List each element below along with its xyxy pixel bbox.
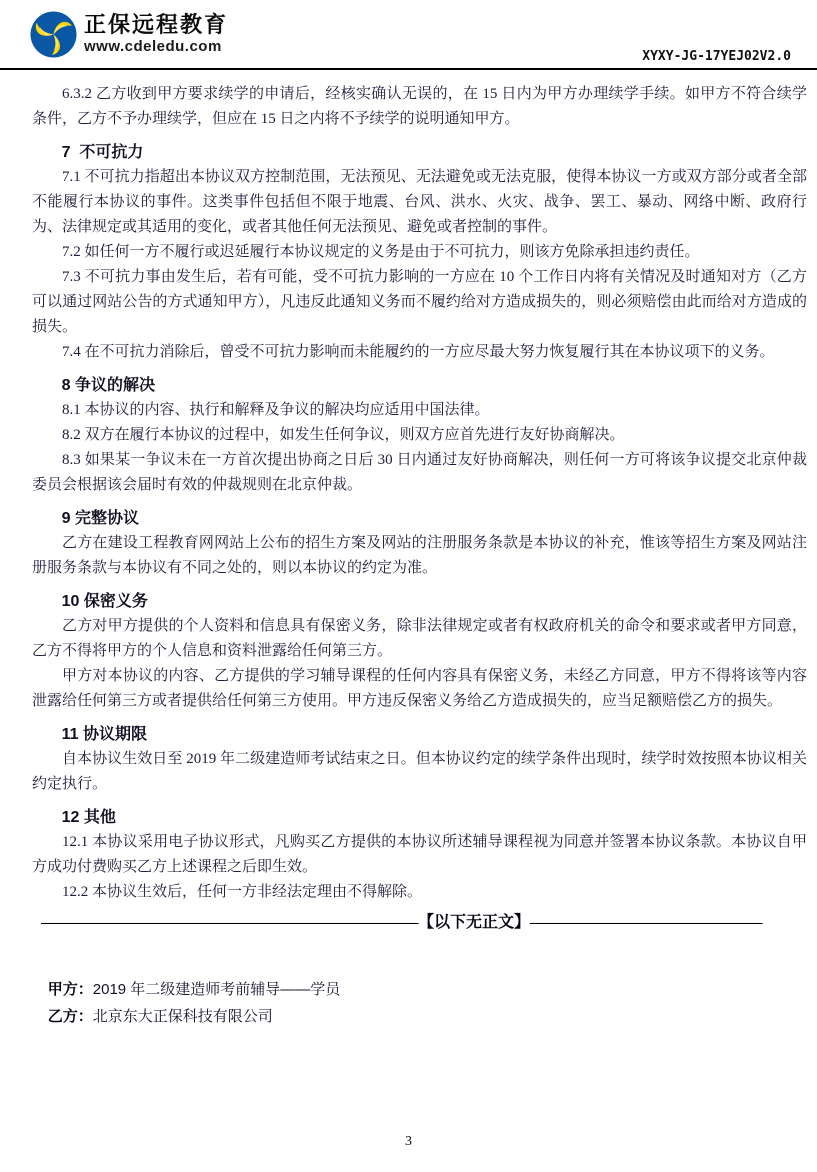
document-code: XYXY-JG-17YEJ02V2.0 [642,49,791,64]
section-10-heading: 10 保密义务 [61,593,148,610]
letterhead [0,0,817,70]
clause-6-3-2: 6.3.2 乙方收到甲方要求续学的申请后，经核实确认无误的，在 15 日内为甲方办理续学手续。如甲方不符合续学条件，乙方不予办理续学，但应在 15 日之内将不予续学的说明通知甲方。 [32,86,807,127]
party-a-line [48,976,807,1003]
contract-body [0,70,817,1030]
party-b-line [48,1003,807,1030]
signature-block [32,976,807,1030]
brand-url: www.cdeledu.com [84,38,222,55]
party-a-value: 2019 年二级建造师考前辅导——学员 [92,981,341,998]
clause-7-2: 7.2 如任何一方不履行或迟延履行本协议规定的义务是由于不可抗力，则该方免除承担违约责任。 [62,244,700,260]
separator-dashes-left: —————————————————————————— [41,915,418,931]
clause-10-body-2: 甲方对本协议的内容、乙方提供的学习辅导课程的任何内容具有保密义务，未经乙方同意，甲方不得将该等内容泄露给任何第三方或者提供给任何第三方使用。甲方违反保密义务给乙方造成损失的，应当足额赔偿乙方的损失。 [32,668,807,709]
clause-8-1: 8.1 本协议的内容、执行和解释及争议的解决均应适用中国法律。 [62,402,490,418]
clause-9-body: 乙方在建设工程教育网网站上公布的招生方案及网站的注册服务条款是本协议的补充，惟该等招生方案及网站注册服务条款与本协议有不同之处的，则以本协议的约定为准。 [32,535,807,576]
brand-block [84,12,228,56]
section-8-heading: 8 争议的解决 [61,377,155,394]
clause-12-2: 12.2 本协议生效后，任何一方非经法定理由不得解除。 [62,884,423,900]
section-11-heading: 11 协议期限 [61,726,147,743]
clause-8-3: 8.3 如果某一争议未在一方首次提出协商之日后 30 日内通过友好协商解决，则任何一方可将该争议提交北京仲裁委员会根据该会届时有效的仲裁规则在北京仲裁。 [32,452,807,493]
section-9-heading: 9 完整协议 [61,510,139,527]
clause-7-4: 7.4 在不可抗力消除后，曾受不可抗力影响而未能履约的一方应尽最大努力恢复履行其在本协议项下的义务。 [62,344,775,360]
clause-12-1: 12.1 本协议采用电子协议形式，凡购买乙方提供的本协议所述辅导课程视为同意并签署本协议条款。本协议自甲方成功付费购买乙方上述课程之后即生效。 [32,834,807,875]
clause-11-body: 自本协议生效日至 2019 年二级建造师考试结束之日。但本协议约定的续学条件出现时，续学时效按照本协议相关约定执行。 [32,751,807,792]
brand-name: 正保远程教育 [84,12,229,37]
clause-7-1: 7.1 不可抗力指超出本协议双方控制范围，无法预见、无法避免或无法克服，使得本协议一方或双方部分或者全部不能履行本协议的事件。这类事件包括但不限于地震、台风、洪水、火灾、战争、罢工、暴动、网络中断、政府行为、法律规定或其适用的变化，或者其他任何无法预见、避免或者控制的事件。 [32,169,807,235]
party-b-label: 乙方： [47,1008,93,1025]
end-of-text-separator [32,910,807,936]
section-12-heading: 12 其他 [61,809,116,826]
separator-dashes-right: ———————————————— [530,915,763,931]
party-b-value: 北京东大正保科技有限公司 [92,1008,273,1025]
page-number: 3 [405,1134,412,1149]
section-7-heading: 7 不可抗力 [61,144,144,161]
cdeledu-logo-icon [30,11,77,58]
clause-8-2: 8.2 双方在履行本协议的过程中，如发生任何争议，则双方应首先进行友好协商解决。 [62,427,625,443]
party-a-label: 甲方： [47,981,93,998]
clause-7-3: 7.3 不可抗力事由发生后，若有可能，受不可抗力影响的一方应在 10 个工作日内将有关情况及时通知对方（乙方可以通过网站公告的方式通知甲方），凡违反此通知义务而不履约给对方造成损失的，则必须赔偿由此而给对方造成的损失。 [32,269,807,335]
clause-10-body-1: 乙方对甲方提供的个人资料和信息具有保密义务，除非法律规定或者有权政府机关的命令和要求或者甲方同意，乙方不得将甲方的个人信息和资料泄露给任何第三方。 [32,618,807,659]
end-of-text-label: 【以下无正文】 [418,914,531,931]
